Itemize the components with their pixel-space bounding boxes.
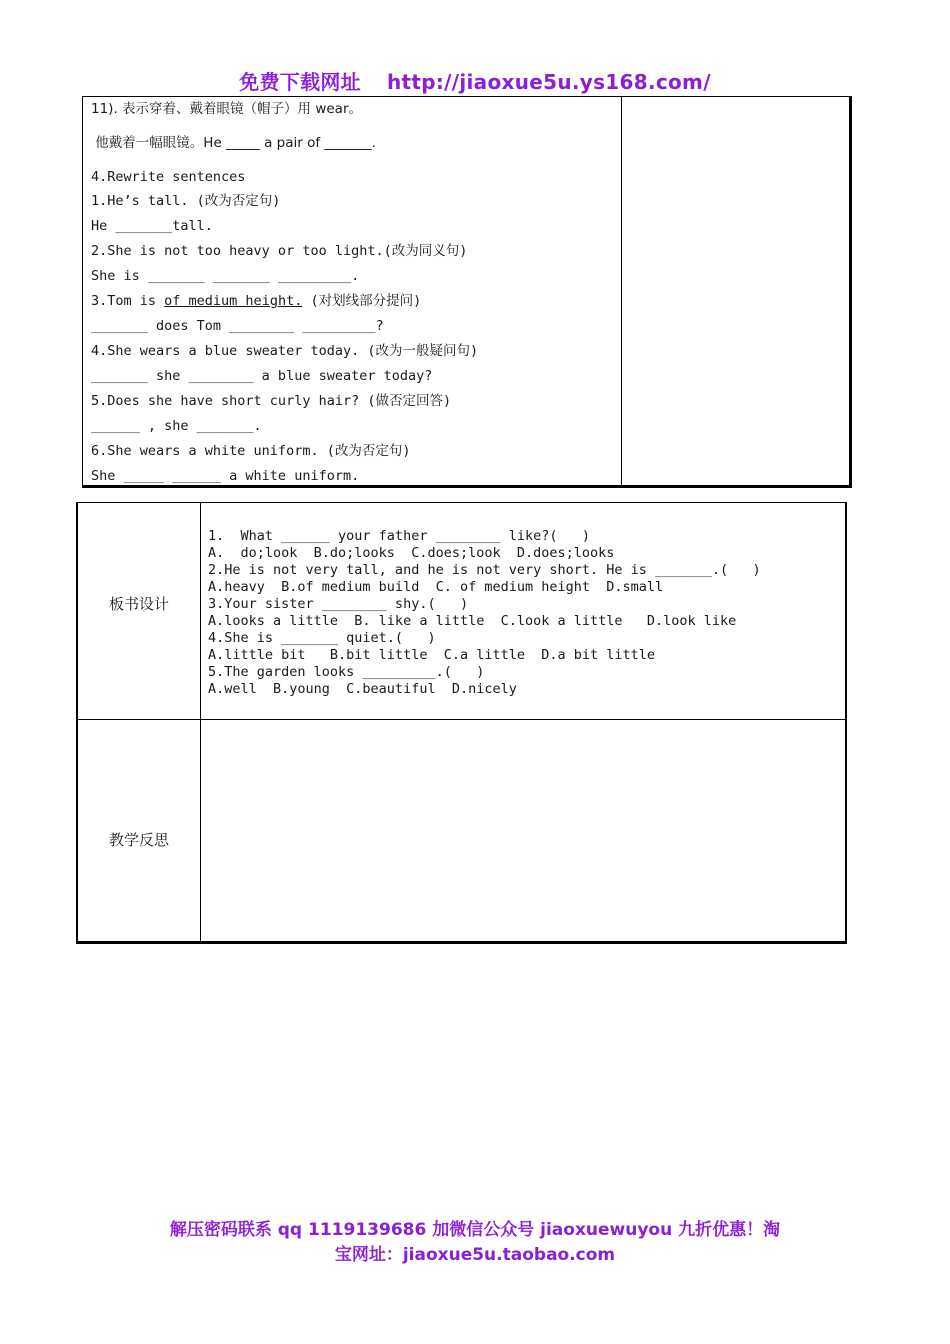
column-divider bbox=[621, 97, 622, 485]
quiz-line: 5.The garden looks _________.( ) bbox=[208, 664, 485, 680]
exercise-line: He _______tall. bbox=[91, 218, 213, 234]
quiz-line: A.well B.young C.beautiful D.nicely bbox=[208, 681, 517, 697]
exercise-line-3-tail: (对划线部分提问) bbox=[302, 293, 422, 309]
exercise-line: _______ does Tom ________ _________? bbox=[91, 318, 384, 334]
column-divider bbox=[200, 503, 201, 941]
quiz-line: 3.Your sister ________ shy.( ) bbox=[208, 596, 469, 612]
quiz-line: A. do;look B.do;looks C.does;look D.does;looks bbox=[208, 545, 615, 561]
exercise-line-3-head: 3.Tom is bbox=[91, 293, 165, 309]
exercise-line: 1.He’s tall. (改为否定句) bbox=[91, 193, 281, 209]
exercise-line: 4.She wears a blue sweater today. (改为一般疑问句) bbox=[91, 343, 479, 359]
exercise-line: 5.Does she have short curly hair? (做否定回答) bbox=[91, 393, 452, 409]
header-banner bbox=[0, 66, 950, 95]
board-design-label: 板书设计 bbox=[108, 595, 169, 613]
exercise-line: _______ she ________ a blue sweater today? bbox=[91, 368, 433, 384]
exercise-line: 6.She wears a white uniform. (改为否定句) bbox=[91, 443, 411, 459]
example-sentence: 他戴着一幅眼镜。He _____ a pair of _______. bbox=[91, 135, 376, 151]
footer-store-link[interactable]: 宝网址：jiaoxue5u.taobao.com bbox=[334, 1245, 616, 1265]
footer-banner bbox=[0, 1218, 950, 1268]
exercise-line: She _____ ______ a white uniform. bbox=[91, 468, 360, 484]
quiz-line: A.heavy B.of medium build C. of medium height D.small bbox=[208, 579, 664, 595]
exercise-line-3 bbox=[91, 292, 421, 310]
note-wear: 11). 表示穿着、戴着眼镜（帽子）用 wear。 bbox=[91, 101, 362, 117]
header-url-link[interactable]: http://jiaoxue5u.ys168.com/ bbox=[386, 70, 711, 94]
exercise-line: She is _______ _______ _________. bbox=[91, 268, 360, 284]
exercise-line: ______ , she _______. bbox=[91, 418, 262, 434]
quiz-line: 4.She is _______ quiet.( ) bbox=[208, 630, 436, 646]
teaching-reflection-label: 教学反思 bbox=[108, 831, 169, 849]
row-divider bbox=[78, 719, 845, 720]
exercise-line: 2.She is not too heavy or too light.(改为同义句) bbox=[91, 243, 468, 259]
footer-contact-line: 解压密码联系 qq 1119139686 加微信公众号 jiaoxuewuyou 九折优惠！淘 bbox=[169, 1220, 781, 1240]
quiz-line: 1. What ______ your father ________ like?( ) bbox=[208, 528, 591, 544]
header-free-download: 免费下载网址 bbox=[239, 70, 361, 94]
lesson-table-bottom bbox=[76, 502, 847, 944]
exercise-table-top bbox=[82, 96, 852, 488]
underlined-phrase: of medium height. bbox=[164, 293, 303, 309]
quiz-line: A.little bit B.bit little C.a little D.a bit little bbox=[208, 647, 656, 663]
section-heading: 4.Rewrite sentences bbox=[91, 169, 246, 185]
quiz-line: A.looks a little B. like a little C.look a little D.look like bbox=[208, 613, 737, 629]
quiz-line: 2.He is not very tall, and he is not very short. He is _______.( ) bbox=[208, 562, 761, 578]
